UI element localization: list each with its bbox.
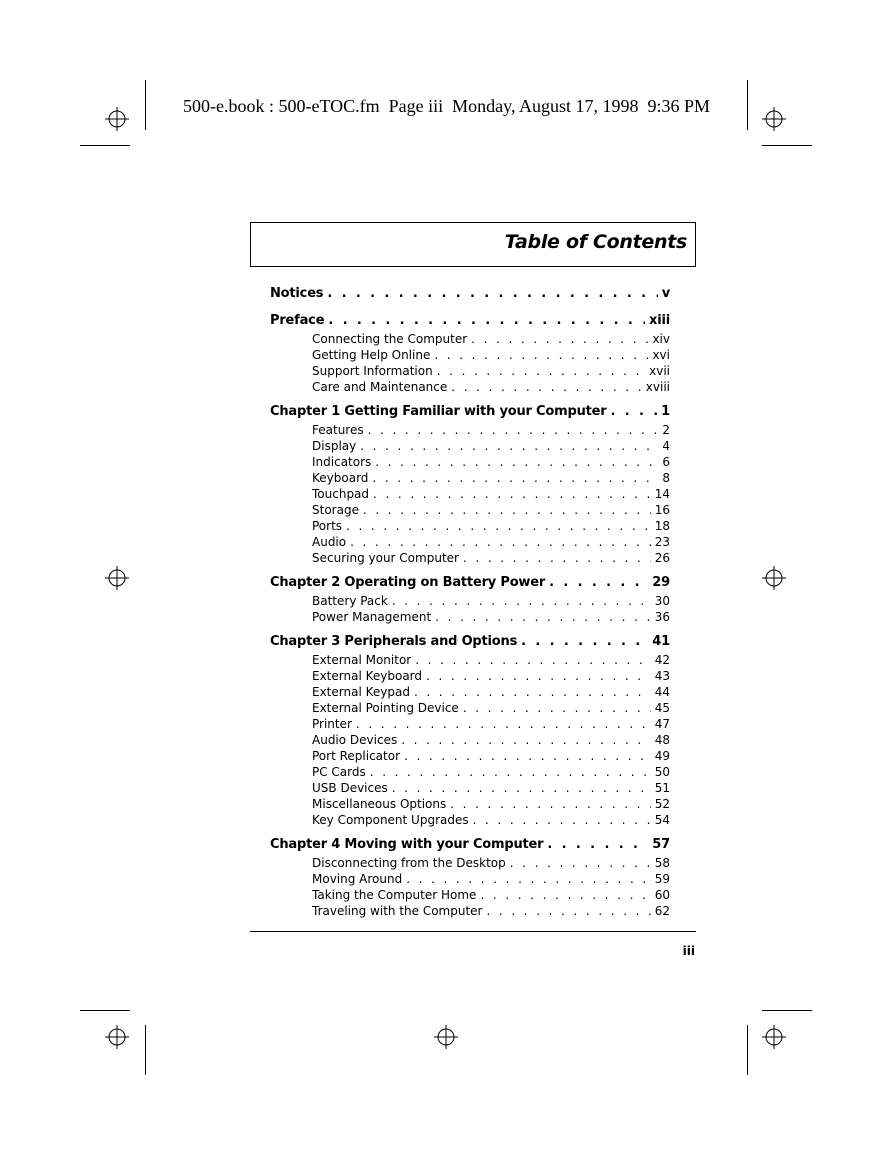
dot-leader [392, 780, 651, 796]
dot-leader [406, 871, 651, 887]
toc-subentry-page: 59 [654, 872, 670, 886]
toc-subentry-page: 23 [654, 535, 670, 549]
toc-entry[interactable] [270, 632, 670, 652]
toc-subentry-page: 44 [654, 685, 670, 699]
toc-entry-label: Notices [270, 286, 324, 301]
toc-subentry-label: Support Information [312, 364, 433, 378]
dot-leader [350, 534, 651, 550]
table-of-contents [270, 284, 670, 926]
toc-subentry-page: 26 [654, 551, 670, 565]
toc-subentry-page: 50 [654, 765, 670, 779]
dot-leader [471, 331, 648, 347]
toc-subentry[interactable] [270, 331, 670, 347]
toc-subentry[interactable] [270, 454, 670, 470]
toc-section-chapter-4 [270, 835, 670, 919]
dot-leader [480, 887, 650, 903]
toc-subentry-page: 14 [654, 487, 670, 501]
toc-subentry-page: 36 [654, 610, 670, 624]
dot-leader [327, 284, 657, 304]
toc-subentry[interactable] [270, 550, 670, 566]
dot-leader [414, 684, 651, 700]
toc-subentry-page: 51 [654, 781, 670, 795]
dot-leader [363, 502, 651, 518]
dot-leader [549, 573, 648, 593]
toc-subentry[interactable] [270, 470, 670, 486]
toc-section-chapter-2 [270, 573, 670, 625]
dot-leader [463, 550, 651, 566]
toc-section-notices [270, 284, 670, 304]
toc-subentry-label: Power Management [312, 610, 432, 624]
dot-leader [463, 700, 651, 716]
crop-mark [80, 145, 130, 146]
toc-subentry[interactable] [270, 903, 670, 919]
toc-subentry[interactable] [270, 363, 670, 379]
toc-subentry-page: 52 [654, 797, 670, 811]
dot-leader [450, 796, 650, 812]
toc-subentry-page: 6 [662, 455, 670, 469]
toc-subentry[interactable] [270, 796, 670, 812]
toc-subentry-label: External Monitor [312, 653, 412, 667]
toc-subentry-page: 62 [654, 904, 670, 918]
crop-mark [145, 80, 146, 130]
dot-leader [547, 835, 648, 855]
dot-leader [370, 764, 651, 780]
toc-subentry-label: Port Replicator [312, 749, 401, 763]
registration-mark-icon [762, 107, 786, 131]
page-title: Table of Contents [504, 231, 687, 253]
toc-subentry[interactable] [270, 502, 670, 518]
toc-subentry-label: Storage [312, 503, 359, 517]
registration-mark-icon [105, 1025, 129, 1049]
toc-subentry-label: Traveling with the Computer [312, 904, 483, 918]
toc-subentry-label: USB Devices [312, 781, 388, 795]
toc-subentry-page: 54 [654, 813, 670, 827]
toc-subentry-label: Display [312, 439, 357, 453]
toc-subentry-label: Audio Devices [312, 733, 398, 747]
registration-mark-icon [762, 1025, 786, 1049]
dot-leader [451, 379, 642, 395]
crop-mark [762, 1010, 812, 1011]
footer-rule [250, 931, 696, 932]
toc-subentry-page: 45 [654, 701, 670, 715]
dot-leader [401, 732, 651, 748]
toc-subentry[interactable] [270, 700, 670, 716]
crop-mark [747, 80, 748, 130]
dot-leader [435, 609, 651, 625]
dot-leader [373, 486, 651, 502]
toc-entry[interactable] [270, 311, 670, 331]
dot-leader [437, 363, 645, 379]
toc-subentry-label: Indicators [312, 455, 372, 469]
toc-entry-page: v [661, 286, 670, 301]
dot-leader [473, 812, 651, 828]
crop-mark [747, 1025, 748, 1075]
dot-leader [375, 454, 658, 470]
registration-mark-icon [105, 107, 129, 131]
toc-subentry-label: Getting Help Online [312, 348, 431, 362]
toc-entry-page: xiii [649, 313, 670, 328]
toc-entry-label: Preface [270, 313, 325, 328]
toc-subentry[interactable] [270, 780, 670, 796]
toc-subentry[interactable] [270, 518, 670, 534]
toc-subentry[interactable] [270, 668, 670, 684]
crop-mark [80, 1010, 130, 1011]
print-header: 500-e.book : 500-eTOC.fm Page iii Monday, August 17, 1998 9:36 PM [183, 96, 710, 116]
toc-subentry-page: 60 [654, 888, 670, 902]
toc-subentry-label: Key Component Upgrades [312, 813, 469, 827]
toc-entry[interactable] [270, 573, 670, 593]
toc-subentry-page: 16 [654, 503, 670, 517]
dot-leader [434, 347, 648, 363]
toc-subentry[interactable] [270, 748, 670, 764]
page-number: iii [682, 944, 695, 958]
toc-entry-label: Chapter 3 Peripherals and Options [270, 634, 518, 649]
toc-subentry[interactable] [270, 732, 670, 748]
toc-subentry[interactable] [270, 438, 670, 454]
toc-subentry-label: Touchpad [312, 487, 370, 501]
toc-subentry-label: Disconnecting from the Desktop [312, 856, 506, 870]
toc-entry-page: 57 [652, 837, 670, 852]
toc-subentry-label: Securing your Computer [312, 551, 459, 565]
toc-entry-page: 29 [652, 575, 670, 590]
toc-entry-label: Chapter 2 Operating on Battery Power [270, 575, 546, 590]
toc-section-preface [270, 311, 670, 395]
toc-subentry-label: External Keypad [312, 685, 410, 699]
toc-subentry[interactable] [270, 422, 670, 438]
toc-subentry-page: 47 [654, 717, 670, 731]
crop-mark [145, 1025, 146, 1075]
toc-section-chapter-3 [270, 632, 670, 828]
toc-subentry-label: External Pointing Device [312, 701, 459, 715]
toc-subentry-label: Keyboard [312, 471, 369, 485]
toc-entry-page: 1 [661, 404, 670, 419]
toc-subentry[interactable] [270, 871, 670, 887]
dot-leader [360, 438, 658, 454]
toc-section-chapter-1 [270, 402, 670, 566]
dot-leader [368, 422, 659, 438]
toc-subentry-page: xiv [652, 332, 670, 346]
toc-subentry[interactable] [270, 887, 670, 903]
toc-subentry[interactable] [270, 812, 670, 828]
dot-leader [392, 593, 651, 609]
toc-subentry-page: 30 [654, 594, 670, 608]
toc-entry[interactable] [270, 284, 670, 304]
dot-leader [328, 311, 645, 331]
toc-subentry-page: 42 [654, 653, 670, 667]
toc-subentry[interactable] [270, 534, 670, 550]
toc-subentry-page: xvi [652, 348, 670, 362]
dot-leader [610, 402, 657, 422]
toc-subentry-label: Moving Around [312, 872, 403, 886]
toc-subentry-page: 8 [662, 471, 670, 485]
toc-entry-label: Chapter 1 Getting Familiar with your Computer [270, 404, 607, 419]
toc-subentry-page: xviii [645, 380, 670, 394]
registration-mark-icon [762, 566, 786, 590]
toc-subentry[interactable] [270, 855, 670, 871]
toc-subentry-page: 43 [654, 669, 670, 683]
toc-subentry[interactable] [270, 347, 670, 363]
toc-entry[interactable] [270, 402, 670, 422]
toc-subentry-page: 18 [654, 519, 670, 533]
toc-subentry-label: Battery Pack [312, 594, 388, 608]
toc-subentry-page: 48 [654, 733, 670, 747]
toc-subentry-page: 4 [662, 439, 670, 453]
toc-subentry-label: Audio [312, 535, 347, 549]
dot-leader [356, 716, 651, 732]
dot-leader [372, 470, 658, 486]
toc-subentry[interactable] [270, 716, 670, 732]
dot-leader [415, 652, 651, 668]
dot-leader [521, 632, 648, 652]
toc-subentry-label: Printer [312, 717, 352, 731]
toc-subentry-label: PC Cards [312, 765, 366, 779]
dot-leader [486, 903, 650, 919]
crop-mark [762, 145, 812, 146]
toc-subentry-page: 58 [654, 856, 670, 870]
dot-leader [346, 518, 651, 534]
toc-entry-label: Chapter 4 Moving with your Computer [270, 837, 544, 852]
toc-subentry-label: Connecting the Computer [312, 332, 468, 346]
toc-entry-page: 41 [652, 634, 670, 649]
toc-subentry[interactable] [270, 764, 670, 780]
toc-subentry-label: External Keyboard [312, 669, 423, 683]
toc-subentry-page: xvii [649, 364, 670, 378]
toc-subentry[interactable] [270, 379, 670, 395]
registration-mark-icon [105, 566, 129, 590]
registration-mark-icon [434, 1025, 458, 1049]
toc-subentry-label: Ports [312, 519, 343, 533]
toc-subentry-page: 49 [654, 749, 670, 763]
toc-subentry[interactable] [270, 609, 670, 625]
dot-leader [426, 668, 651, 684]
toc-subentry-label: Miscellaneous Options [312, 797, 447, 811]
dot-leader [510, 855, 651, 871]
toc-subentry-label: Care and Maintenance [312, 380, 448, 394]
title-box [250, 222, 696, 267]
toc-subentry[interactable] [270, 593, 670, 609]
toc-subentry-label: Taking the Computer Home [312, 888, 477, 902]
toc-subentry[interactable] [270, 486, 670, 502]
dot-leader [404, 748, 651, 764]
toc-subentry-label: Features [312, 423, 364, 437]
toc-subentry-page: 2 [662, 423, 670, 437]
toc-subentry[interactable] [270, 652, 670, 668]
toc-subentry[interactable] [270, 684, 670, 700]
toc-entry[interactable] [270, 835, 670, 855]
